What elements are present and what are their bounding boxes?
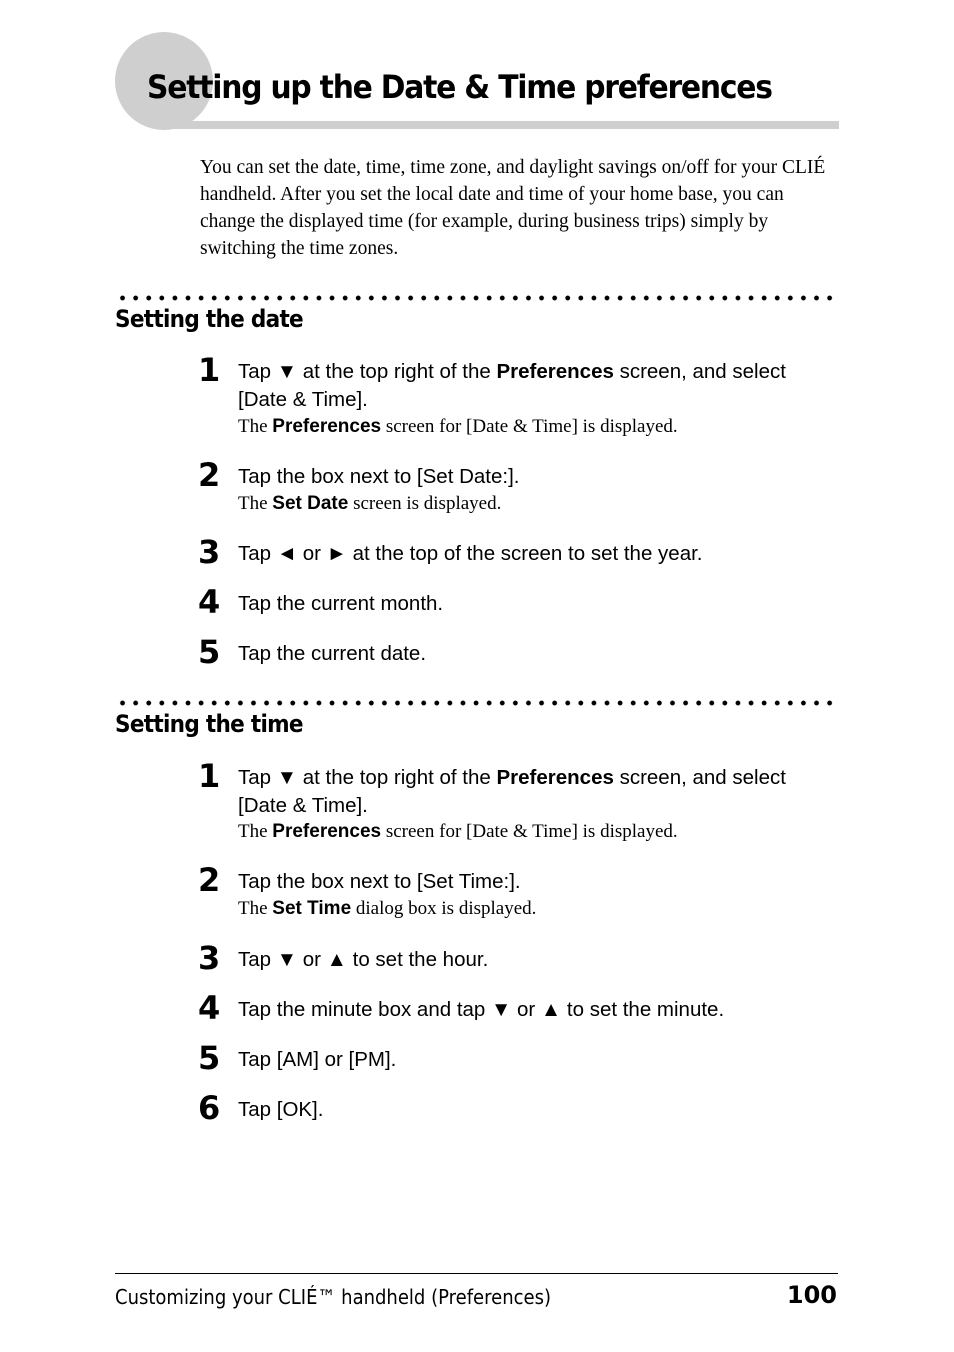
step-instruction: Tap ▼ or ▲ to set the hour. xyxy=(238,948,489,971)
section-heading-date: Setting the date xyxy=(115,305,303,333)
step-instruction: Tap [AM] or [PM]. xyxy=(238,1048,397,1071)
step-number: 2 xyxy=(198,456,221,494)
step-instruction: Tap the box next to [Set Date:]. xyxy=(238,465,520,488)
page-title: Setting up the Date & Time preferences xyxy=(147,68,772,106)
step-number: 3 xyxy=(198,939,221,977)
step-result: The Set Time dialog box is displayed. xyxy=(238,898,537,919)
intro-paragraph: You can set the date, time, time zone, and daylight savings on/off for your CLIÉ handheld. After you set the local date and time of your home base, you can change the displayed time (for example, during business trips) simply by switching the time zones. xyxy=(200,157,826,259)
step-number: 5 xyxy=(198,633,221,671)
step-number: 4 xyxy=(198,989,221,1027)
step-instruction: Tap ▼ at the top right of the Preferences screen, and select [Date & Time]. xyxy=(238,360,786,411)
step-number: 2 xyxy=(198,861,221,899)
section-heading-time: Setting the time xyxy=(115,710,303,738)
footer-chapter-title: Customizing your CLIÉ™ handheld (Preferences) xyxy=(115,1285,551,1309)
step-result: The Preferences screen for [Date & Time] is displayed. xyxy=(238,416,678,437)
step-instruction: Tap the current date. xyxy=(238,642,427,665)
footer-rule xyxy=(115,1273,838,1274)
dotted-divider xyxy=(116,700,836,706)
page-number: 100 xyxy=(786,1281,837,1309)
step-number: 1 xyxy=(198,351,221,389)
step-number: 1 xyxy=(198,757,221,795)
step-number: 6 xyxy=(198,1089,221,1127)
step-number: 3 xyxy=(198,533,221,571)
step-instruction: Tap the box next to [Set Time:]. xyxy=(238,870,521,893)
step-result: The Preferences screen for [Date & Time] is displayed. xyxy=(238,821,678,842)
step-instruction: Tap the current month. xyxy=(238,592,444,615)
step-instruction: Tap ◄ or ► at the top of the screen to set the year. xyxy=(238,542,703,565)
step-number: 4 xyxy=(198,583,221,621)
dotted-divider xyxy=(116,295,836,301)
step-result: The Set Date screen is displayed. xyxy=(238,493,502,514)
step-instruction: Tap ▼ at the top right of the Preferences screen, and select [Date & Time]. xyxy=(238,766,786,817)
step-instruction: Tap [OK]. xyxy=(238,1098,324,1121)
step-instruction: Tap the minute box and tap ▼ or ▲ to set the minute. xyxy=(238,998,725,1021)
step-number: 5 xyxy=(198,1039,221,1077)
title-underline-bar xyxy=(155,121,839,129)
